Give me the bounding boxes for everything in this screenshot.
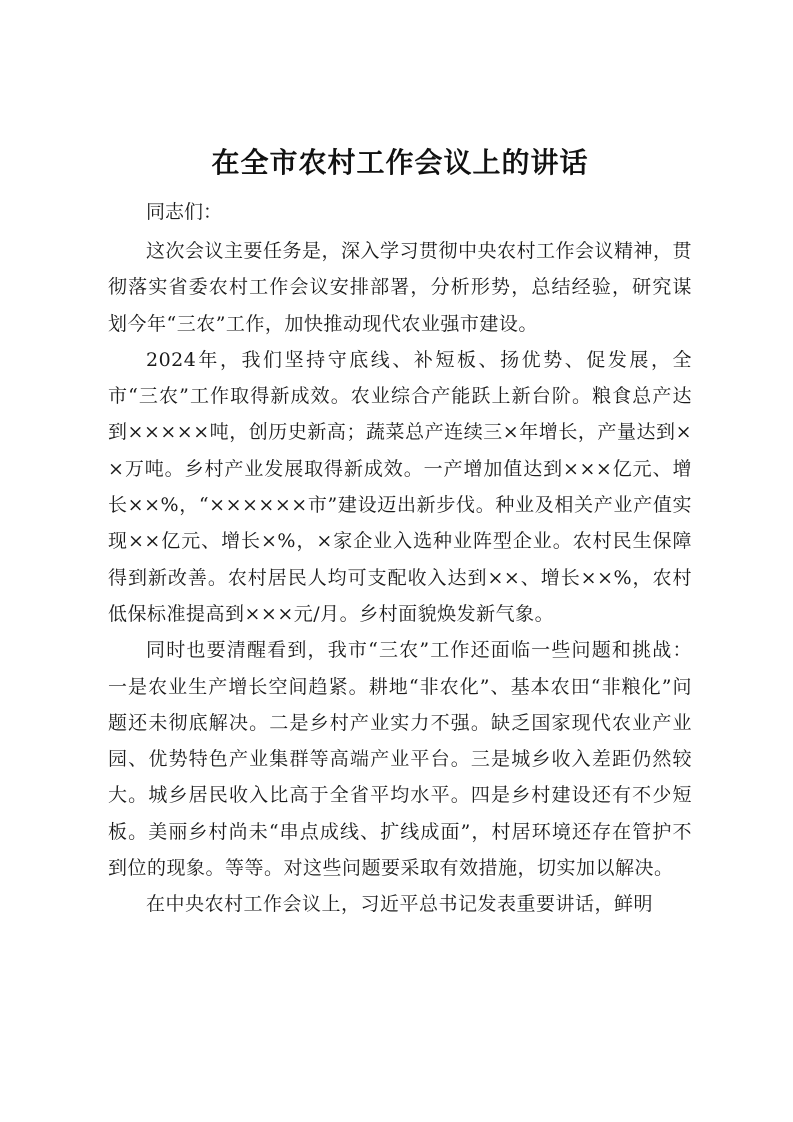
document-body (108, 140, 692, 923)
paragraph-2024-achievements: 2024年，我们坚持守底线、补短板、扬优势、促发展，全市“三农”工作取得新成效。农业综合产能跃上新台阶。粮食总产达到×××××吨，创历史新高；蔬菜总产连续三×年增长，产量达到××万吨。乡村产业发展取得新成效。一产增加值达到×××亿元、增长××%，“××××××市”建设迈出新步伐。种业及相关产业产值实现××亿元、增长×%，×家企业入选种业阵型企业。农村民生保障得到新改善。农村居民人均可支配收入达到××、增长××%，农村低保标准提高到×××元/月。乡村面貌焕发新气象。 (108, 348, 692, 625)
document-title: 在全市农村工作会议上的讲话 (211, 146, 589, 179)
salutation: 同志们： (146, 201, 223, 223)
paragraph-central-conference: 在中央农村工作会议上，习近平总书记发表重要讲话，鲜明 (146, 893, 654, 916)
paragraph-meeting-purpose: 这次会议主要任务是，深入学习贯彻中央农村工作会议精神，贯彻落实省委农村工作会议安排部署，分析形势，总结经验，研究谋划今年“三农”工作，加快推动现代农业强市建设。 (108, 240, 693, 335)
paragraph-problems-challenges: 同时也要清醒看到，我市“三农”工作还面临一些问题和挑战：一是农业生产增长空间趋紧。耕地“非农化”、基本农田“非粮化”问题还未彻底解决。二是乡村产业实力不强。缺乏国家现代农业产业园、优势特色产业集群等高端产业平台。三是城乡收入差距仍然较大。城乡居民收入比高于全省平均水平。四是乡村建设还有不少短板。美丽乡村尚未“串点成线、扩线成面”，村居环境还存在管护不到位的现象。等等。对这些问题要采取有效措施，切实加以解决。 (108, 639, 692, 880)
